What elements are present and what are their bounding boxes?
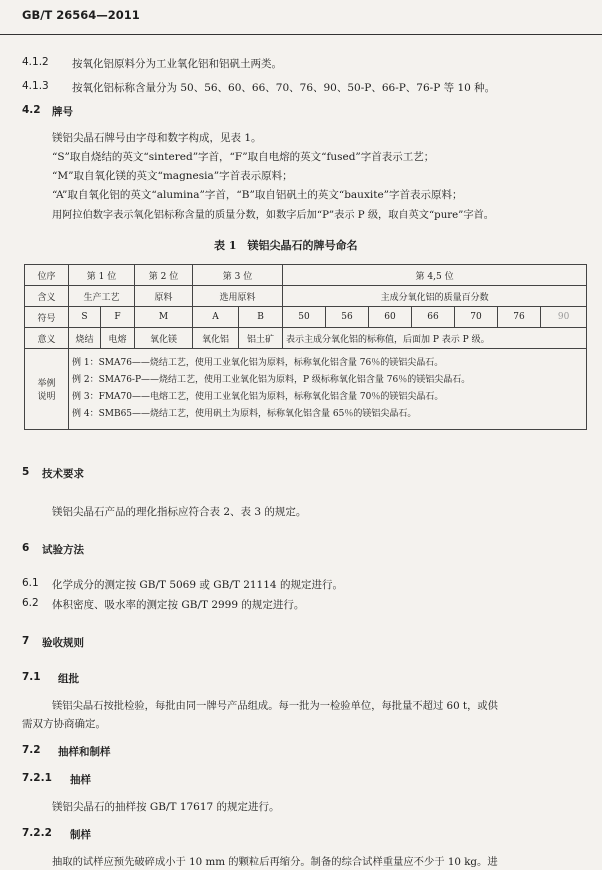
clause-title-7: 验收规则	[42, 637, 84, 649]
row-header-symbol: 符号	[25, 307, 69, 328]
clause-number-6-2: 6.2	[22, 597, 39, 609]
symbol-f-cell: F	[101, 307, 135, 328]
symbol-number-cell: 70	[455, 307, 498, 328]
table-row	[25, 349, 587, 430]
example-line: 例 2：SMA76-P——烧结工艺，使用工业氧化铝为原料，P 级标称氧化铝含量 76％的镁铝尖晶石。	[72, 375, 471, 385]
sense-al2o3-cell: 氧化铝	[193, 328, 239, 349]
clause-text-6-1: 化学成分的测定按 GB/T 5069 或 GB/T 21114 的规定进行。	[52, 579, 343, 591]
symbol-number-cell: 60	[369, 307, 412, 328]
symbol-number-cell: 56	[326, 307, 369, 328]
symbol-b-cell: B	[239, 307, 283, 328]
example-cell	[69, 349, 587, 430]
example-line: 例 1：SMA76——烧结工艺，使用工业氧化铝为原料，标称氧化铝含量 76％的镁铝尖晶石。	[72, 358, 444, 368]
row-header-meaning: 含义	[25, 286, 69, 307]
row-header-sense: 意义	[25, 328, 69, 349]
batching-paragraph-line: 需双方协商确定。	[22, 718, 106, 730]
clause-title-6: 试验方法	[42, 544, 84, 556]
clause-text-7-2-1: 镁铝尖晶石的抽样按 GB/T 17617 的规定进行。	[52, 801, 280, 813]
example-line: 例 4：SMB65——烧结工艺，使用矾土为原料，标称氧化铝含量 65％的镁铝尖晶石。	[72, 409, 417, 419]
symbol-a-cell: A	[193, 307, 239, 328]
position-45-cell: 第 4,5 位	[283, 265, 587, 286]
clause-title-7-2-2: 制样	[70, 829, 91, 841]
clause-text-7-2-2: 抽取的试样应预先破碎成小于 10 mm 的颗粒后再缩分。制备的综合试样重量应不少于 10 kg。进	[52, 856, 498, 868]
sense-fuse-cell: 电熔	[101, 328, 135, 349]
position-1-cell: 第 1 位	[69, 265, 135, 286]
header-rule	[0, 34, 602, 35]
clause-number-7-1: 7.1	[22, 671, 41, 683]
table-row	[25, 328, 587, 349]
symbol-s-cell: S	[69, 307, 101, 328]
clause-number-7: 7	[22, 635, 30, 647]
row-header-example	[25, 349, 69, 430]
clause-title-4-2: 牌号	[52, 106, 73, 118]
symbol-number-cell: 66	[412, 307, 455, 328]
symbol-m-cell: M	[135, 307, 193, 328]
clause-number-4-1-2: 4.1.2	[22, 56, 49, 68]
meaning-alumina-cell: 主成分氧化铝的质量百分数	[283, 286, 587, 307]
clause-text-4-1-3: 按氧化铝标称含量分为 50、56、60、66、70、76、90、50-P、66-P、76-P 等 10 种。	[72, 82, 496, 94]
table-row	[25, 265, 587, 286]
position-2-cell: 第 2 位	[135, 265, 193, 286]
symbol-number-cell: 50	[283, 307, 326, 328]
standard-number: GB/T 26564—2011	[22, 8, 140, 22]
brand-paragraph-line: “A”取自氧化铝的英文“alumina”字首，“B”取自铝矾土的英文“bauxite”字首表示原料；	[52, 189, 463, 201]
clause-title-5: 技术要求	[42, 468, 84, 480]
brand-paragraph-line: 用阿拉伯数字表示氧化铝标称含量的质量分数，如数字后加“P”表示 P 级，取自英文“pure”字首。	[52, 210, 494, 221]
table-caption: 表 1 镁铝尖晶石的牌号命名	[214, 239, 358, 252]
clause-title-7-1: 组批	[58, 673, 79, 685]
symbol-number-cell: 90	[541, 307, 587, 328]
sense-bauxite-cell: 铝土矿	[239, 328, 283, 349]
table-row	[25, 307, 587, 328]
clause-number-7-2-1: 7.2.1	[22, 772, 52, 784]
clause-text-4-1-2: 按氧化铝原料分为工业氧化铝和铝矾土两类。	[72, 58, 282, 70]
example-label-line: 说明	[37, 392, 56, 402]
clause-title-7-2-1: 抽样	[70, 774, 91, 786]
clause-number-6-1: 6.1	[22, 577, 39, 589]
clause-number-7-2-2: 7.2.2	[22, 827, 52, 839]
meaning-selected-material-cell: 选用原料	[193, 286, 283, 307]
example-label-line: 举例	[37, 379, 56, 389]
sense-mgo-cell: 氧化镁	[135, 328, 193, 349]
batching-paragraph-line: 镁铝尖晶石按批检验，每批由同一牌号产品组成。每一批为一检验单位，每批量不超过 60 t，或供	[52, 700, 498, 712]
row-header-position: 位序	[25, 265, 69, 286]
meaning-material-cell: 原料	[135, 286, 193, 307]
clause-number-7-2: 7.2	[22, 744, 41, 756]
clause-number-5: 5	[22, 466, 30, 478]
sense-sinter-cell: 烧结	[69, 328, 101, 349]
clause-title-7-2: 抽样和制样	[58, 746, 111, 758]
clause-number-6: 6	[22, 542, 30, 554]
position-3-cell: 第 3 位	[193, 265, 283, 286]
meaning-process-cell: 生产工艺	[69, 286, 135, 307]
sense-description-cell: 表示主成分氧化铝的标称值，后面加 P 表示 P 级。	[283, 328, 587, 349]
clause-text-5: 镁铝尖晶石产品的理化指标应符合表 2、表 3 的规定。	[52, 506, 307, 518]
brand-paragraph-line: “S”取自烧结的英文“sintered”字首，“F”取自电熔的英文“fused”字首表示工艺；	[52, 151, 435, 163]
brand-paragraph-line: 镁铝尖晶石牌号由字母和数字构成，见表 1。	[52, 132, 262, 144]
example-line: 例 3：FMA70——电熔工艺，使用工业氧化铝为原料，标称氧化铝含量 70％的镁铝尖晶石。	[72, 392, 444, 402]
clause-number-4-1-3: 4.1.3	[22, 80, 49, 92]
clause-number-4-2: 4.2	[22, 104, 41, 116]
brand-naming-table	[24, 264, 587, 430]
table-row	[25, 286, 587, 307]
brand-paragraph-line: “M”取自氧化镁的英文“magnesia”字首表示原料；	[52, 170, 293, 182]
symbol-number-cell: 76	[498, 307, 541, 328]
clause-text-6-2: 体积密度、吸水率的测定按 GB/T 2999 的规定进行。	[52, 599, 305, 611]
